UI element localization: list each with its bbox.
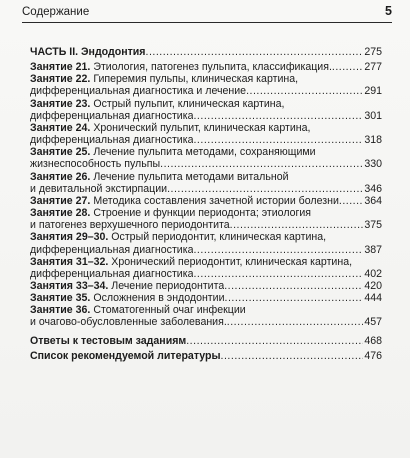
toc-entry-title: Лечение пульпита методами витальной: [93, 170, 289, 183]
toc-entry-title: Осложнения в эндодонтии: [93, 292, 225, 305]
toc-page-number: 291: [364, 85, 382, 98]
toc-page-number: 476: [364, 349, 382, 362]
table-of-contents: [30, 46, 382, 362]
toc-entry-title: и патогенез верхушечного периодонтита: [30, 219, 230, 232]
toc-leader-dots: [193, 110, 363, 122]
toc-entry-title: Методика составления зачетной истории болезни: [93, 194, 339, 207]
toc-entry: [30, 335, 382, 347]
toc-page-number: 330: [364, 158, 382, 171]
toc-leader-dots: [246, 85, 363, 97]
toc-entry: [30, 292, 382, 304]
toc-entry: [30, 280, 382, 292]
toc-entry-title: Стоматогенный очаг инфекции: [93, 304, 246, 317]
toc-page-number: 318: [364, 134, 382, 147]
toc-page-number: 346: [364, 182, 382, 195]
toc-entry-label: Занятие 26.: [30, 170, 91, 183]
toc-page-number: 420: [364, 279, 382, 292]
toc-page-number: 444: [364, 292, 382, 305]
toc-page-number: 402: [364, 267, 382, 280]
toc-leader-dots: [193, 268, 363, 280]
toc-entry-label: Занятие 21.: [30, 61, 91, 74]
toc-entry-label: Занятие 28.: [30, 207, 91, 220]
toc-entry: [30, 350, 382, 362]
toc-leader-dots: [339, 195, 363, 207]
toc-page-number: 468: [364, 334, 382, 347]
toc-entry-label: Занятие 23.: [30, 97, 91, 110]
header-page-number: 5: [385, 4, 392, 18]
toc-entry: [30, 256, 382, 280]
toc-entry-label: Занятия 31–32.: [30, 255, 109, 268]
toc-entry-label: Занятие 35.: [30, 292, 91, 305]
toc-leader-dots: [227, 316, 364, 328]
toc-leader-dots: [193, 134, 363, 146]
running-header: [22, 2, 392, 18]
toc-entry-label: Занятие 25.: [30, 146, 91, 159]
toc-leader-dots: [193, 244, 363, 256]
toc-entry-title: дифференциальная диагностика: [30, 134, 194, 147]
toc-entry-title: и девитальной экстирпации: [30, 182, 168, 195]
toc-entry: [30, 304, 382, 328]
toc-entry-title: Этиология, патогенез пульпита, классификация.: [93, 61, 332, 74]
toc-entry: [30, 46, 382, 58]
toc-entry-label: Занятие 22.: [30, 73, 91, 86]
toc-leader-dots: [225, 292, 364, 304]
toc-leader-dots: [146, 46, 364, 58]
toc-page-number: 275: [364, 46, 382, 58]
toc-page-number: 364: [364, 194, 382, 207]
toc-entry: [30, 207, 382, 231]
toc-page-number: 457: [364, 316, 382, 329]
toc-entry-title: и очагово-обусловленные заболевания.: [30, 316, 227, 329]
toc-entry-title: Лечение пульпита методами, сохраняющими: [93, 146, 316, 159]
toc-entry-label: Занятие 24.: [30, 121, 91, 134]
toc-leader-dots: [167, 183, 363, 195]
toc-entry: [30, 98, 382, 122]
toc-entry: [30, 171, 382, 195]
toc-entry-title: Острый пульпит, клиническая картина,: [93, 97, 285, 110]
toc-entry-title: дифференциальная диагностика: [30, 109, 194, 122]
toc-entry-label: Занятие 27.: [30, 194, 91, 207]
toc-page-number: 301: [364, 109, 382, 122]
toc-leader-dots: [186, 335, 363, 347]
toc-leader-dots: [221, 350, 364, 362]
toc-entry-title: Хронический пульпит, клиническая картина,: [93, 121, 311, 134]
toc-leader-dots: [160, 158, 363, 170]
toc-entry-label: Занятие 36.: [30, 304, 91, 317]
toc-leader-dots: [230, 219, 364, 231]
toc-entry-title: Острый периодонтит, клиническая картина,: [111, 231, 327, 244]
toc-leader-dots: [224, 280, 363, 292]
toc-entry-title: жизнеспособность пульпы: [30, 158, 161, 171]
toc-page-number: 387: [364, 243, 382, 256]
toc-entry: [30, 195, 382, 207]
toc-entry-label: Занятия 29–30.: [30, 231, 109, 244]
toc-leader-dots: [332, 61, 363, 73]
toc-entry-title: Лечение периодонтита: [111, 279, 225, 292]
toc-entry: [30, 146, 382, 170]
toc-entry: [30, 231, 382, 255]
toc-page-number: 375: [364, 219, 382, 232]
toc-entry-title: дифференциальная диагностика: [30, 267, 194, 280]
toc-entry-title: Гиперемия пульпы, клиническая картина,: [93, 73, 299, 86]
toc-entry-title: дифференциальная диагностика: [30, 243, 194, 256]
toc-entry-label: Занятия 33–34.: [30, 279, 109, 292]
toc-entry-label: Список рекомендуемой литературы: [30, 349, 221, 362]
toc-entry: [30, 122, 382, 146]
toc-entry-label: ЧАСТЬ II. Эндодонтия: [30, 46, 146, 58]
toc-entry: [30, 73, 382, 97]
toc-page-number: 277: [364, 61, 382, 74]
header-section-title: Содержание: [22, 6, 90, 18]
toc-entry-title: Хронический периодонтит, клиническая картина,: [111, 255, 353, 268]
toc-entry-title: Строение и функции периодонта; этиология: [93, 207, 312, 220]
header-rule: [22, 22, 392, 23]
toc-entry-label: Ответы к тестовым заданиям: [30, 334, 187, 347]
toc-entry-title: дифференциальная диагностика и лечение: [30, 85, 247, 98]
toc-entry: [30, 61, 382, 73]
